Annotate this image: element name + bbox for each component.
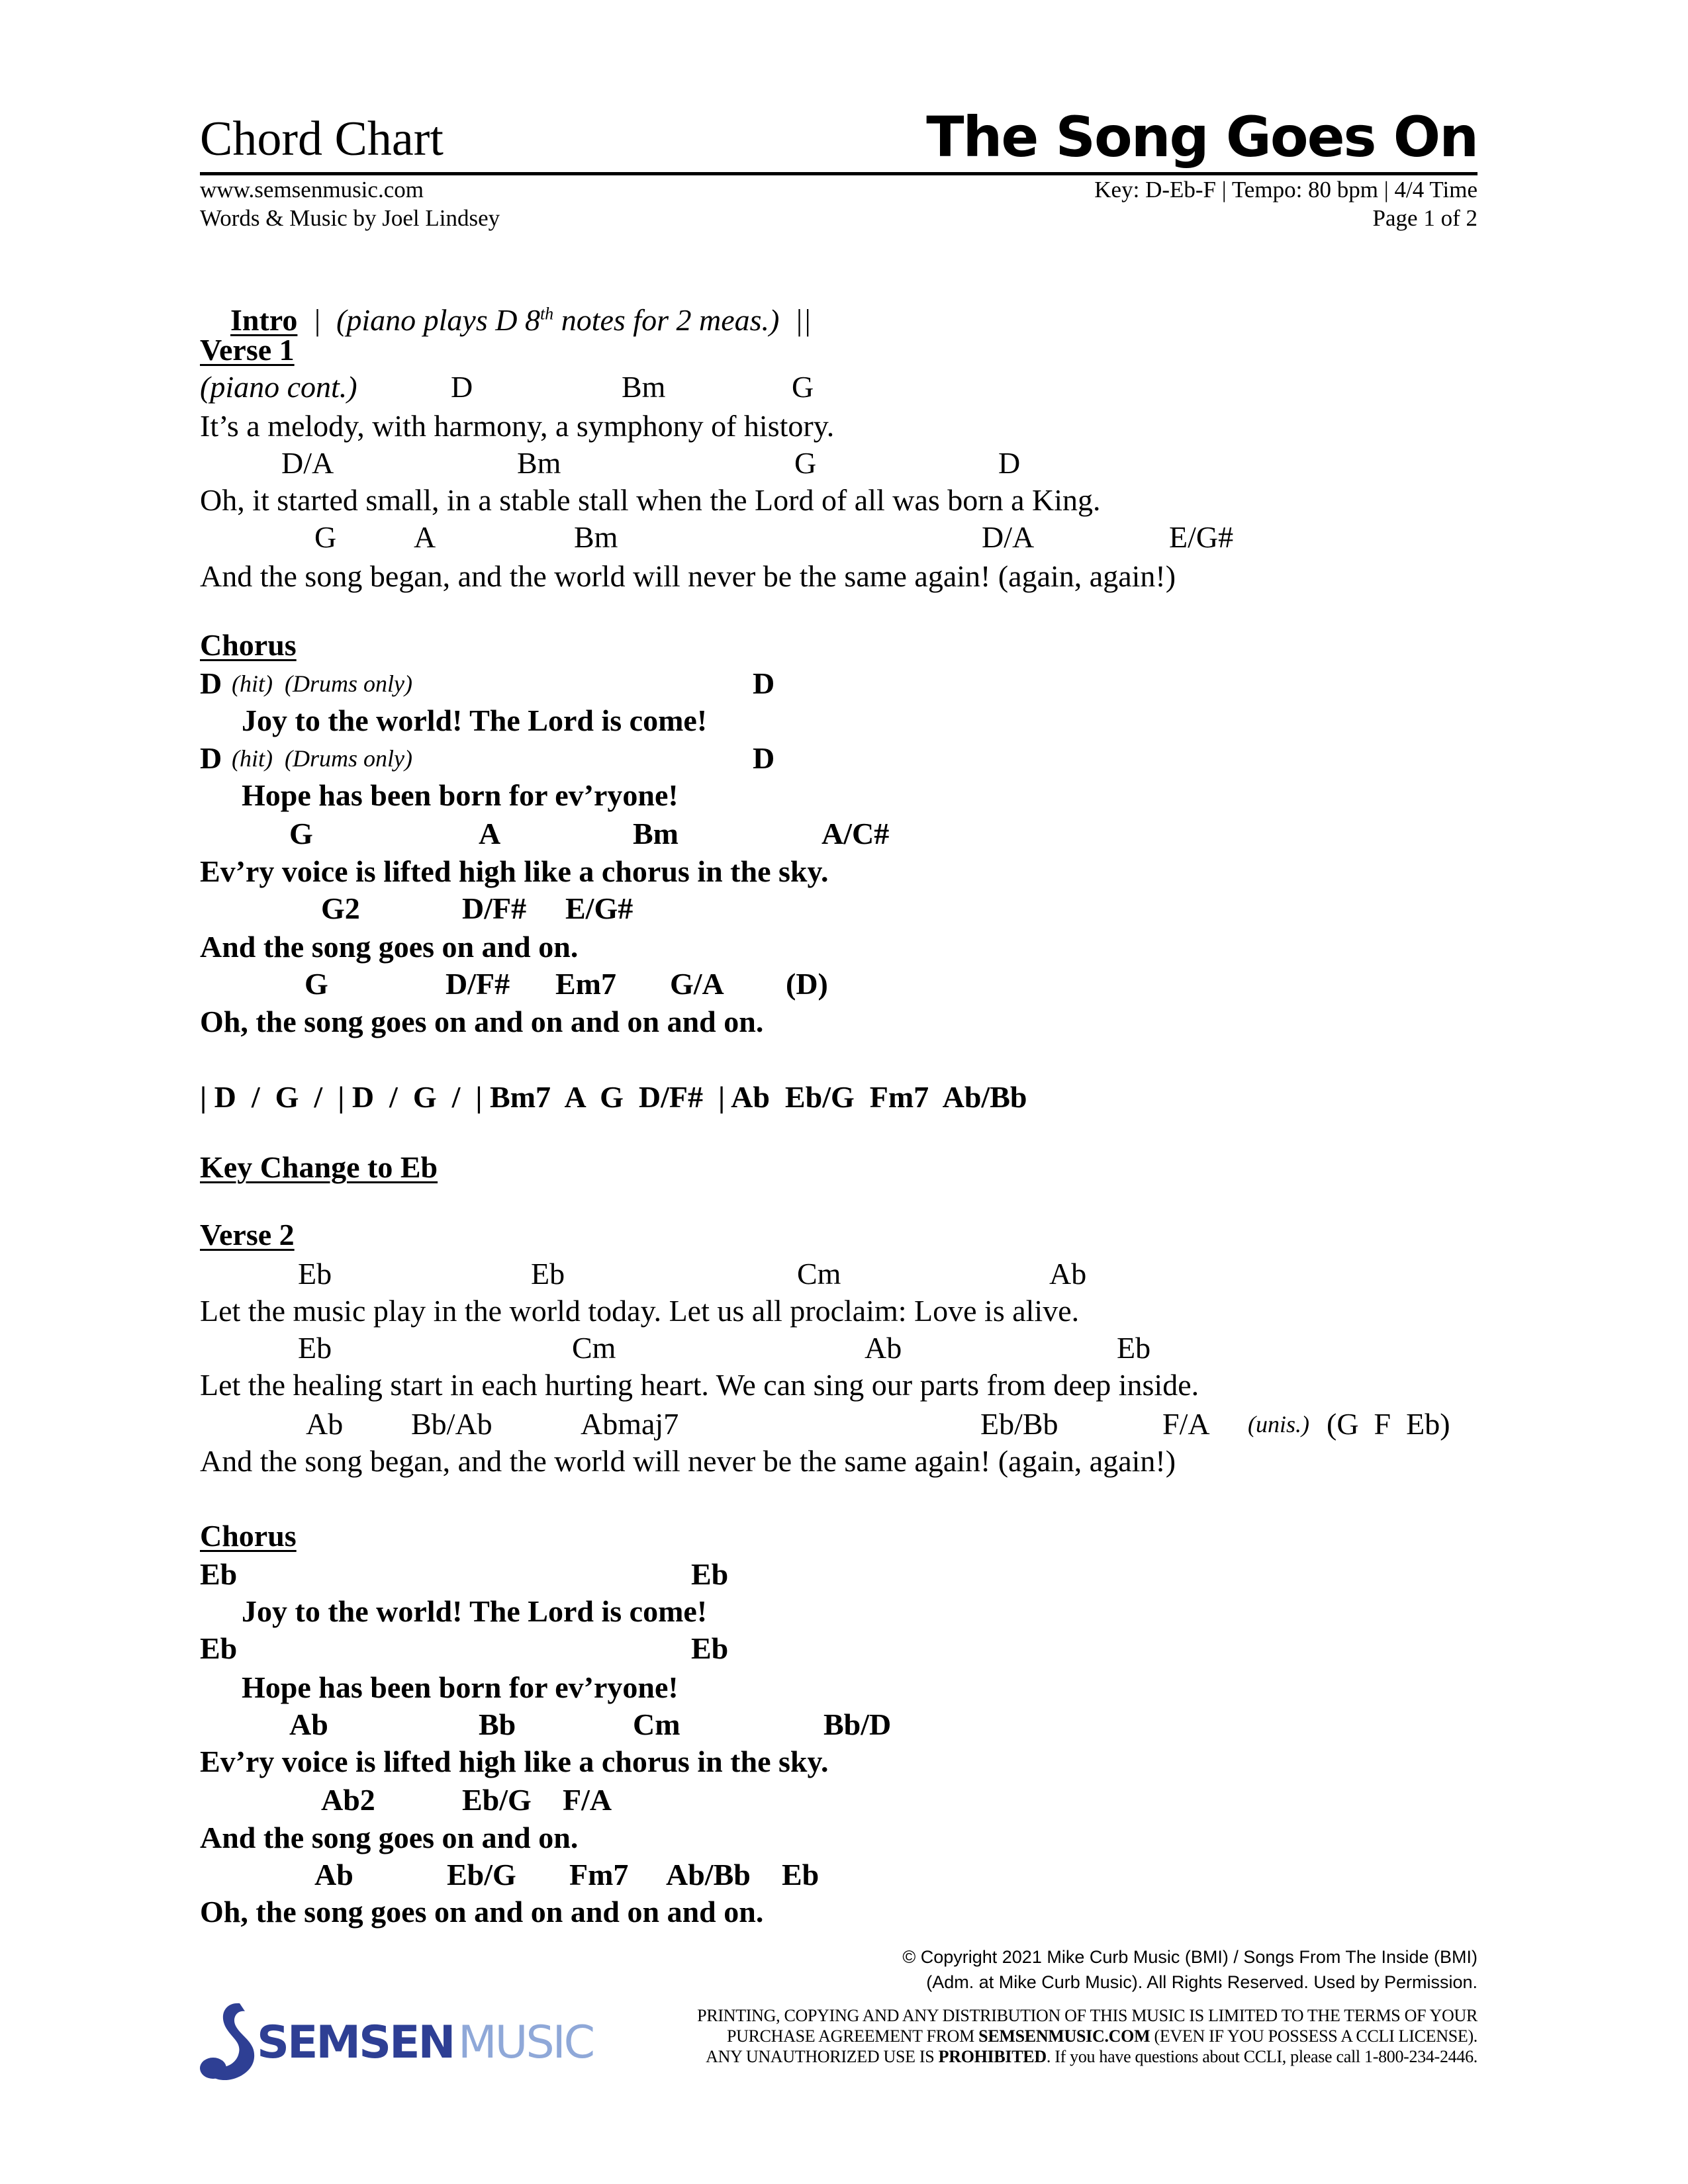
chord: Ab bbox=[289, 1707, 328, 1741]
section-heading: Verse 1 bbox=[200, 333, 295, 367]
chord: A/C# bbox=[821, 817, 890, 850]
chord-line bbox=[0, 1782, 1688, 1819]
section-heading-row bbox=[0, 1149, 1688, 1186]
chord: Eb bbox=[298, 1331, 332, 1365]
chord: Eb bbox=[691, 1631, 729, 1665]
section-heading-row bbox=[0, 332, 1688, 369]
legal-text: ANY UNAUTHORIZED USE IS bbox=[706, 2047, 939, 2066]
copyright-line-1: © Copyright 2021 Mike Curb Music (BMI) / Songs From The Inside (BMI) bbox=[902, 1947, 1477, 1967]
chord: Bm bbox=[517, 446, 561, 480]
section-heading: Verse 2 bbox=[200, 1218, 295, 1251]
chord-line bbox=[0, 740, 1688, 777]
chord: G bbox=[314, 520, 337, 554]
chord: Cm bbox=[797, 1257, 841, 1291]
chord-line bbox=[0, 966, 1688, 1003]
credits: Words & Music by Joel Lindsey bbox=[200, 205, 500, 231]
lyric-text: Oh, it started small, in a stable stall when the Lord of all was born a King. bbox=[200, 483, 1101, 517]
chord: D/F# bbox=[462, 891, 527, 925]
chord: Eb bbox=[298, 1257, 332, 1291]
chord: Bm bbox=[622, 370, 666, 404]
chord: Ab/Bb bbox=[666, 1858, 751, 1891]
intro-line bbox=[0, 265, 1688, 337]
chord: Fm7 bbox=[569, 1858, 629, 1891]
chord-line bbox=[0, 1255, 1688, 1293]
lyric-line bbox=[0, 929, 1688, 966]
lyric-line bbox=[0, 1669, 1688, 1706]
section-heading-row bbox=[0, 627, 1688, 664]
chord-line bbox=[0, 1856, 1688, 1893]
chord: Eb bbox=[200, 1557, 238, 1591]
website-link[interactable]: www.semsenmusic.com bbox=[200, 177, 424, 203]
lyric-line bbox=[0, 1743, 1688, 1780]
chord-line bbox=[0, 1330, 1688, 1367]
lyric-line bbox=[0, 853, 1688, 890]
lyric-text: Joy to the world! The Lord is come! bbox=[242, 1594, 708, 1628]
chord: Bb bbox=[479, 1707, 516, 1741]
section-heading-row bbox=[0, 1216, 1688, 1253]
lyric-line bbox=[0, 1893, 1688, 1931]
chord: Em7 bbox=[555, 967, 616, 1001]
song-title: The Song Goes On bbox=[926, 105, 1477, 169]
chord: G2 bbox=[321, 891, 360, 925]
chord: D bbox=[451, 370, 473, 404]
legal-line-1: PRINTING, COPYING AND ANY DISTRIBUTION OF THIS MUSIC IS LIMITED TO THE TERMS OF YOUR bbox=[697, 2006, 1477, 2025]
lyric-line bbox=[0, 1003, 1688, 1040]
lyric-text: Hope has been born for ev’ryone! bbox=[242, 1670, 679, 1704]
chord: Ab bbox=[865, 1331, 902, 1365]
performance-note: (hit) (Drums only) bbox=[232, 670, 412, 697]
chord: D bbox=[753, 741, 775, 775]
logo-word-music: MUSIC bbox=[458, 2017, 594, 2069]
chord: G bbox=[289, 817, 313, 850]
lyric-text: Oh, the song goes on and on and on and on. bbox=[200, 1005, 764, 1038]
chord: Bm bbox=[574, 520, 618, 554]
chord: (G F Eb) bbox=[1327, 1407, 1450, 1441]
chord: F/A bbox=[563, 1783, 612, 1817]
chord: D bbox=[200, 666, 222, 700]
page-number: Page 1 of 2 bbox=[1372, 205, 1477, 231]
chord: G bbox=[792, 370, 814, 404]
lyric-line bbox=[0, 702, 1688, 739]
legal-prohibited: PROHIBITED bbox=[938, 2047, 1047, 2066]
chord: D bbox=[753, 666, 775, 700]
legal-site-link[interactable]: SEMSENMUSIC.COM bbox=[978, 2026, 1150, 2046]
performance-note: (hit) (Drums only) bbox=[232, 745, 412, 772]
chord: E/G# bbox=[565, 891, 633, 925]
chord: Bb/D bbox=[823, 1707, 892, 1741]
chord: Ab2 bbox=[321, 1783, 375, 1817]
chord-line bbox=[0, 519, 1688, 556]
key-tempo-time: Key: D-Eb-F | Tempo: 80 bpm | 4/4 Time bbox=[1094, 177, 1477, 203]
chord: D bbox=[200, 741, 222, 775]
chord: E/G# bbox=[1169, 520, 1234, 554]
chord: Ab bbox=[1049, 1257, 1087, 1291]
lyric-line bbox=[0, 1443, 1688, 1480]
chord: Eb bbox=[691, 1557, 729, 1591]
chord-line bbox=[0, 1706, 1688, 1743]
lyric-text: And the song began, and the world will never be the same again! (again, again!) bbox=[200, 559, 1176, 593]
semsen-music-logo bbox=[199, 2002, 622, 2081]
doc-type-heading: Chord Chart bbox=[200, 112, 444, 166]
lyric-line bbox=[0, 408, 1688, 445]
chord: D/A bbox=[982, 520, 1035, 554]
lyric-line bbox=[0, 1293, 1688, 1330]
logo-word-semsen: SEMSEN bbox=[257, 2017, 454, 2069]
lyric-line bbox=[0, 777, 1688, 814]
lyric-text: And the song goes on and on. bbox=[200, 930, 579, 964]
lyric-text: Let the healing start in each hurting heart. We can sing our parts from deep inside. bbox=[200, 1368, 1199, 1402]
section-heading: Key Change to Eb bbox=[200, 1150, 438, 1184]
chord: Abmaj7 bbox=[581, 1407, 679, 1441]
chord: D/F# bbox=[445, 967, 510, 1001]
chord: Bb/Ab bbox=[411, 1407, 492, 1441]
chord: D bbox=[998, 446, 1021, 480]
chord: G bbox=[794, 446, 817, 480]
chord-line bbox=[0, 445, 1688, 482]
lyric-line bbox=[0, 1593, 1688, 1630]
section-heading: Chorus bbox=[200, 628, 297, 662]
lyric-line bbox=[0, 1367, 1688, 1404]
chord: D/A bbox=[281, 446, 334, 480]
intro-text: | (piano plays D 8 bbox=[312, 303, 540, 337]
chord: Cm bbox=[633, 1707, 680, 1741]
chord-line bbox=[0, 369, 1688, 406]
chord-line bbox=[0, 890, 1688, 927]
performance-note: (unis.) bbox=[1248, 1411, 1309, 1437]
chord: Bm bbox=[633, 817, 679, 850]
legal-line-3 bbox=[706, 2046, 1477, 2067]
chord: Ab bbox=[306, 1407, 344, 1441]
chord: (D) bbox=[786, 967, 828, 1001]
lyric-text: Ev’ry voice is lifted high like a chorus in the sky. bbox=[200, 1745, 829, 1778]
legal-text: . If you have questions about CCLI, please call 1-800-234-2446. bbox=[1046, 2047, 1477, 2066]
chord-line bbox=[0, 1630, 1688, 1667]
chord: Ab bbox=[314, 1858, 353, 1891]
chord: F/A bbox=[1162, 1407, 1210, 1441]
lyric-line bbox=[0, 558, 1688, 595]
lyric-text: Ev’ry voice is lifted high like a chorus in the sky. bbox=[200, 854, 829, 888]
intro-text-end: notes for 2 meas.) || bbox=[553, 303, 812, 337]
lyric-text: Let the music play in the world today. Let us all proclaim: Love is alive. bbox=[200, 1294, 1080, 1328]
chord: Eb bbox=[531, 1257, 565, 1291]
chord-line bbox=[0, 1406, 1688, 1443]
chord: Eb/G bbox=[462, 1783, 532, 1817]
chord: Cm bbox=[572, 1331, 616, 1365]
chord-bars-line bbox=[0, 1079, 1688, 1116]
chord: A bbox=[479, 817, 501, 850]
lyric-line bbox=[0, 1819, 1688, 1856]
lyric-text: Hope has been born for ev’ryone! bbox=[242, 778, 679, 812]
chord: Eb/Bb bbox=[980, 1407, 1058, 1441]
logo-s-note-icon bbox=[199, 2002, 261, 2081]
chord: Eb bbox=[782, 1858, 820, 1891]
lyric-text: Oh, the song goes on and on and on and on. bbox=[200, 1895, 764, 1929]
legal-line-2 bbox=[727, 2026, 1477, 2046]
lyric-text: And the song began, and the world will never be the same again! (again, again!) bbox=[200, 1444, 1176, 1478]
intro-sup: th bbox=[539, 304, 554, 324]
lyric-text: Joy to the world! The Lord is come! bbox=[242, 704, 708, 737]
section-heading-row bbox=[0, 1518, 1688, 1555]
chord-line bbox=[0, 665, 1688, 702]
lyric-text: It’s a melody, with harmony, a symphony of history. bbox=[200, 409, 835, 443]
chord: G/A bbox=[670, 967, 724, 1001]
chord: Eb/G bbox=[447, 1858, 516, 1891]
chord-bars: | D / G / | D / G / | Bm7 A G D/F# | Ab Eb/G Fm7 Ab/Bb bbox=[200, 1080, 1027, 1114]
lyric-text: And the song goes on and on. bbox=[200, 1821, 579, 1854]
chord: Eb bbox=[200, 1631, 238, 1665]
copyright-line-2: (Adm. at Mike Curb Music). All Rights Reserved. Used by Permission. bbox=[926, 1972, 1477, 1992]
chord-line bbox=[0, 815, 1688, 852]
legal-text: PURCHASE AGREEMENT FROM bbox=[726, 2026, 979, 2046]
chord: G bbox=[305, 967, 328, 1001]
section-heading: Chorus bbox=[200, 1519, 297, 1553]
legal-text: (EVEN IF YOU POSSESS A CCLI LICENSE). bbox=[1150, 2026, 1477, 2046]
chord-line bbox=[0, 1556, 1688, 1593]
chord: Eb bbox=[1117, 1331, 1151, 1365]
intro-heading: Intro bbox=[230, 303, 298, 337]
performance-note: (piano cont.) bbox=[200, 370, 357, 404]
chord: A bbox=[414, 520, 436, 554]
lyric-line bbox=[0, 482, 1688, 519]
